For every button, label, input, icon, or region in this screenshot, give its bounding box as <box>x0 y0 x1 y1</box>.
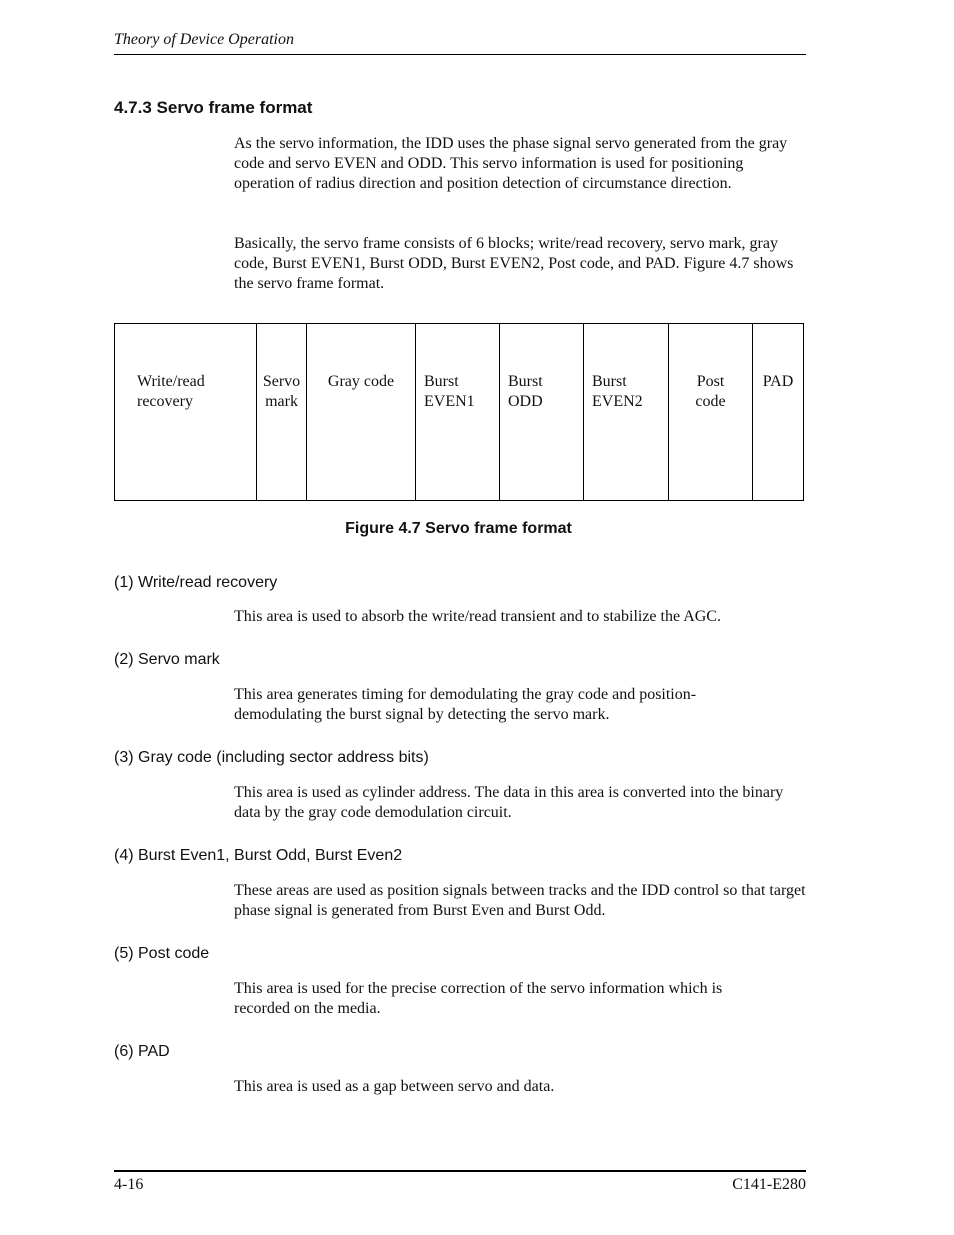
figure-caption: Figure 4.7 Servo frame format <box>345 520 572 537</box>
running-header: Theory of Device Operation <box>114 31 294 48</box>
frame-cell-servo-mark: Servo mark <box>257 324 307 501</box>
frame-cell-gray-code: Gray code <box>307 324 416 501</box>
frame-cell-burst-odd: Burst ODD <box>500 324 584 501</box>
item-heading-burst: (4) Burst Even1, Burst Odd, Burst Even2 <box>114 847 403 864</box>
item-heading-post-code: (5) Post code <box>114 945 210 962</box>
footer-rule <box>114 1170 806 1172</box>
frame-cell-post-code: Post code <box>669 324 753 501</box>
frame-cell-pad: PAD <box>753 324 804 501</box>
section-title: 4.7.3 Servo frame format <box>114 98 313 117</box>
intro-paragraph-2: Basically, the servo frame consists of 6 blocks; write/read recovery, servo mark, gray code, Burst EVEN1, Burst ODD, Burst EVEN2, Post code, and PAD. Figure 4.7 shows the servo frame format. <box>234 235 794 292</box>
item-body-gray-code: This area is used as cylinder address. The data in this area is converted into the binary data by the gray code demodulation circuit. <box>234 784 784 821</box>
item-heading-write-read-recovery: (1) Write/read recovery <box>114 574 278 591</box>
item-body-pad: This area is used as a gap between servo and data. <box>234 1078 555 1095</box>
page-number: 4-16 <box>114 1176 144 1193</box>
item-heading-pad: (6) PAD <box>114 1043 170 1060</box>
frame-cell-burst-even1: Burst EVEN1 <box>416 324 500 501</box>
item-heading-servo-mark: (2) Servo mark <box>114 651 220 668</box>
frame-cell-burst-even2: Burst EVEN2 <box>584 324 669 501</box>
item-heading-gray-code: (3) Gray code (including sector address bits) <box>114 749 429 766</box>
item-body-post-code: This area is used for the precise correction of the servo information which is recorded on the media. <box>234 980 723 1017</box>
item-body-write-read-recovery: This area is used to absorb the write/read transient and to stabilize the AGC. <box>234 608 721 625</box>
header-rule <box>114 54 806 55</box>
item-body-burst: These areas are used as position signals between tracks and the IDD control so that target phase signal is generated from Burst Even and Burst Odd. <box>234 882 806 919</box>
servo-frame-figure <box>114 323 804 501</box>
document-code: C141-E280 <box>732 1176 806 1193</box>
intro-paragraph-1: As the servo information, the IDD uses the phase signal servo generated from the gray code and servo EVEN and ODD. This servo information is used for positioning operation of radius direction and position detection of circumstance direction. <box>234 135 788 192</box>
item-body-servo-mark: This area generates timing for demodulating the gray code and position-demodulating the burst signal by detecting the servo mark. <box>234 686 697 723</box>
frame-cell-write-read-recovery: Write/read recovery <box>115 324 257 501</box>
